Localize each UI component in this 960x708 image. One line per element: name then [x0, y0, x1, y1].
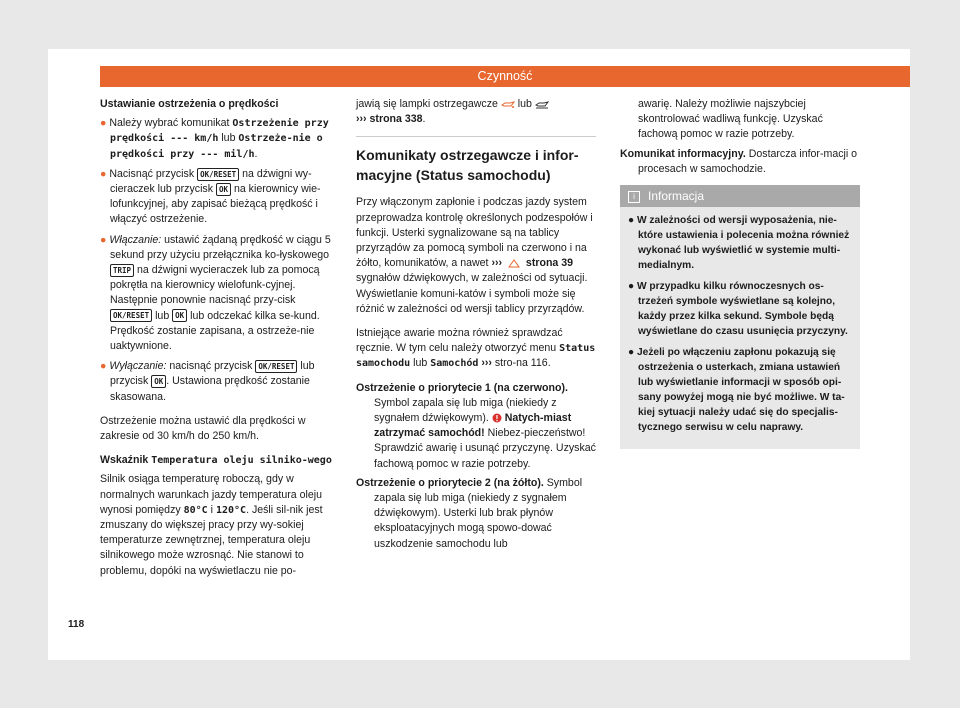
- oil-level-icon: [535, 100, 549, 109]
- ok-key-icon: OK: [151, 375, 166, 388]
- ok-reset-key-icon: OK/RESET: [255, 360, 297, 373]
- list-item: ● Wyłączanie: nacisnąć przycisk OK/RESET lub przycisk OK . Ustawiona prędkość zostanie skasowana.: [100, 360, 315, 403]
- paragraph: Istniejące awarie można również sprawdzać ręcznie. W tym celu należy otworzyć menu Status samochodu lub Samochód ››› stro-na 116.: [356, 327, 596, 370]
- paragraph: Ostrzeżenie można ustawić dla prędkości w zakresie od 30 km/h do 250 km/h.: [100, 414, 306, 443]
- info-box-body: [620, 207, 860, 435]
- trip-key-icon: TRIP: [110, 264, 134, 277]
- column-middle: [356, 97, 596, 556]
- warning-triangle-icon: [505, 259, 523, 268]
- page-number: 118: [68, 619, 85, 630]
- list-item: ● Nacisnąć przycisk OK/RESET na dźwigni wy-cieraczek lub przycisk OK na kierownicy wie-lofunkcyjnej, aby zapisać bieżącą prędkość i włączyć ostrzeżenie.: [100, 167, 321, 226]
- oil-warning-icon: [501, 100, 515, 109]
- stop-icon: [492, 413, 502, 423]
- list-item: ● Należy wybrać komunikat Ostrzeżenie przy prędkości --- km/h lub Ostrzeże-nie o prędkości przy --- mil/h.: [100, 117, 329, 160]
- section-title: Komunikaty ostrzegawcze i infor-macyjne (Status samochodu): [356, 136, 596, 185]
- info-icon: i: [628, 191, 640, 203]
- ok-key-icon: OK: [172, 309, 187, 322]
- paragraph: jawią się lampki ostrzegawcze lub ››› strona 338.: [356, 97, 596, 127]
- paragraph: awarię. Należy możliwie najszybciej skontrolować wadliwą funkcję. Uzyskać fachową pomoc w razie potrzeby.: [638, 98, 823, 141]
- column-left: [100, 97, 336, 588]
- definition-item: Komunikat informacyjny. Dostarcza infor-macji o procesach w samochodzie.: [620, 147, 858, 175]
- ok-key-icon: OK: [216, 183, 231, 196]
- list-item: ● Włączanie: ustawić żądaną prędkość w ciągu 5 sekund przy użyciu przełącznika ko-łyskowego TRIP na dźwigni wycieraczek lub za pomocą pokrętła na kierownicy wielofunk-cyjnej. Następnie ponownie nacisnąć przy-cisk OK/RESET lub OK lub odczekać kilka se-kund. Prędkość zostanie zapisana, a ostrzeże-nie uaktywnione.: [100, 233, 331, 353]
- info-box: [620, 185, 860, 449]
- heading-speed-warning: Ustawianie ostrzeżenia o prędkości: [100, 98, 279, 110]
- section-header: Czynność: [100, 66, 910, 87]
- ok-reset-key-icon: OK/RESET: [197, 168, 239, 181]
- info-box-header: i Informacja: [620, 185, 860, 207]
- definition-item: Ostrzeżenie o priorytecie 2 (na żółto). Symbol zapala się lub miga (niekiedy z sygnałem dźwiękowym). Usterki lub brak płynów eksploatacyjnych mogą spowo-dować uszkodzenie samochodu lub: [356, 476, 583, 550]
- list-item: ● W przypadku kilku równoczesnych os-trzeżeń symbole wyświetlane są kolejno, każdy przez kilka sekund. Symbole będą wyświetlane do czasu usunięcia przyczyny.: [628, 281, 848, 338]
- list-item: ● W zależności od wersji wyposażenia, nie-które ustawienia i polecenia można również wykonać lub wyświetlić w systemie multi-medialnym.: [628, 215, 850, 272]
- list-item: ● Jeżeli po włączeniu zapłonu pokazują się ostrzeżenia o usterkach, zmiana ustawień lub wyświetlanie informacji w sposób opi-sany powyżej mogą nie być możliwe. W ta-kiej sytuacji należy udać się do specjalis-tycznego serwisu w celu naprawy.: [628, 347, 845, 434]
- heading-oil-temperature: Wskaźnik Temperatura oleju silniko-wego: [100, 454, 332, 467]
- column-right: [620, 97, 860, 449]
- ok-reset-key-icon: OK/RESET: [110, 309, 152, 322]
- paragraph: Silnik osiąga temperaturę roboczą, gdy w normalnych warunkach jazdy temperatura oleju wynosi pomiędzy 80°C i 120°C. Jeśli sil-nik jest zmuszany do większej pracy przy wy-sokiej temperaturze zewnętrznej, temperatura oleju silnikowego może wzrosnąć. Nie stanowi to problemu, dopóki na wyświetlaczu nie po-: [100, 473, 323, 577]
- definition-item: Ostrzeżenie o priorytecie 1 (na czerwono). Symbol zapala się lub miga (niekiedy z sygnałem dźwiękowym). Natych-miast zatrzymać samochód! Niebez-pieczeństwo! Sprawdzić awarię i usunąć przyczynę. Uzyskać fachową pomoc w razie potrzeby.: [356, 381, 596, 470]
- manual-page: [48, 49, 910, 660]
- paragraph: Przy włączonym zapłonie i podczas jazdy system przeprowadza kontrolę określonych podzespołów i funkcji. Usterki sygnalizowane są na tablicy przyrządów za pomocą symboli na czerwono i na żółto, komunikatów, a nawet ››› strona 39 sygnałów dźwiękowych, w zależności od sytuacji. Wyświetlanie komuni-katów i symboli może się różnić w zależności od wersji tablicy przyrządów.: [356, 196, 593, 315]
